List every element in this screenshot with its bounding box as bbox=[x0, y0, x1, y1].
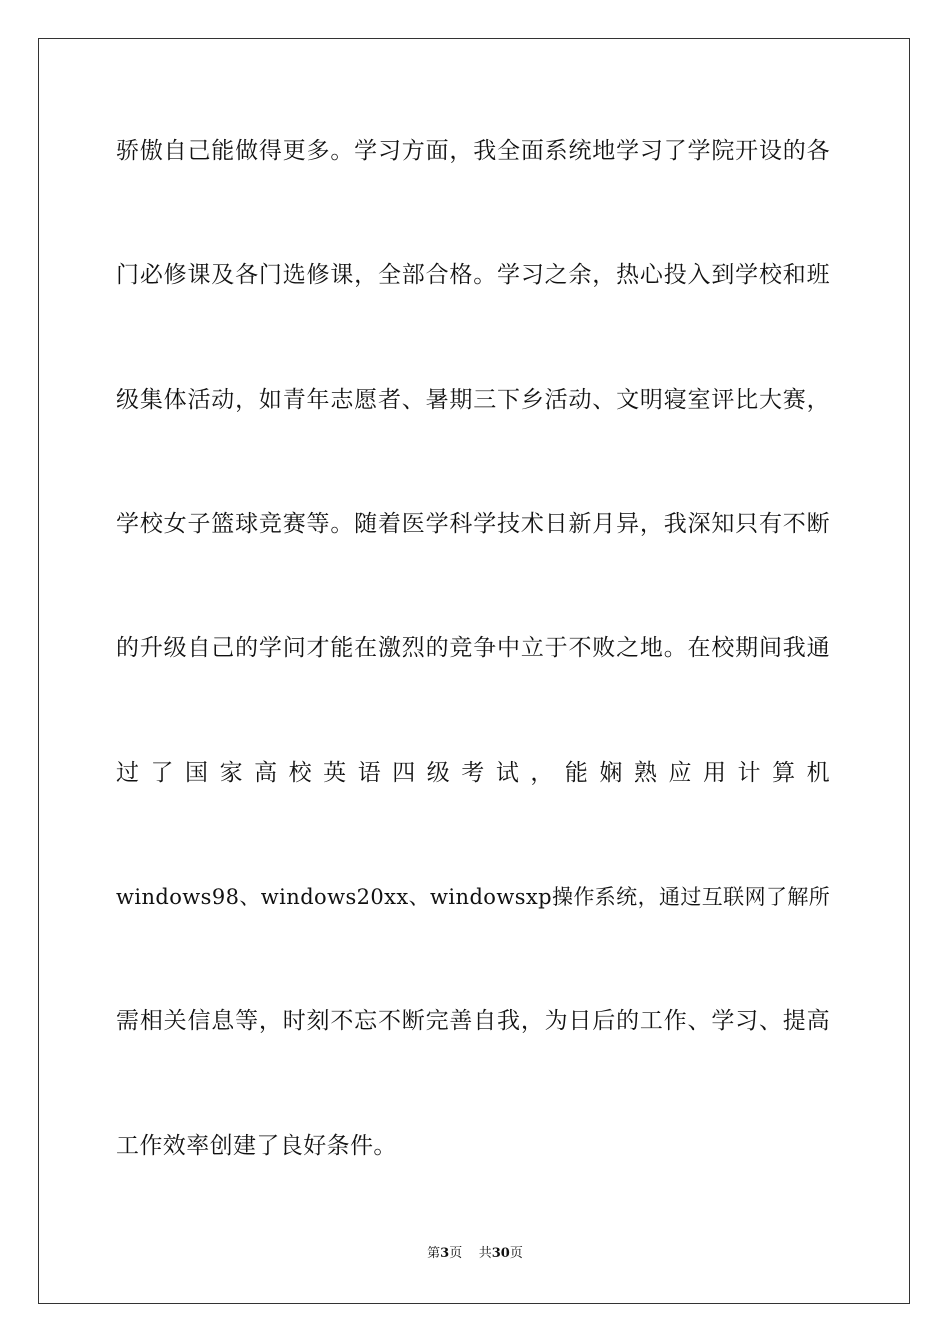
page-border bbox=[38, 38, 910, 1304]
page-prefix: 第 bbox=[427, 1246, 441, 1261]
page-footer bbox=[0, 1245, 950, 1263]
paragraph-line: 门必修课及各门选修课，全部合格。学习之余，热心投入到学校和班 bbox=[116, 262, 830, 288]
total-prefix: 共 bbox=[478, 1246, 492, 1261]
paragraph-line: 需相关信息等，时刻不忘不断完善自我，为日后的工作、学习、提高 bbox=[116, 1008, 830, 1034]
page-number: 3 bbox=[440, 1246, 450, 1261]
paragraph-line: 的升级自己的学问才能在激烈的竞争中立于不败之地。在校期间我通 bbox=[116, 635, 830, 661]
paragraph-line: 学校女子篮球竞赛等。随着医学科学技术日新月异，我深知只有不断 bbox=[116, 511, 830, 537]
page-suffix: 页 bbox=[449, 1246, 463, 1261]
total-suffix: 页 bbox=[509, 1246, 523, 1261]
paragraph-line: 骄傲自己能做得更多。学习方面，我全面系统地学习了学院开设的各 bbox=[116, 138, 830, 164]
paragraph-line: 过了国家高校英语四级考试，能娴熟应用计算机 bbox=[116, 760, 830, 786]
paragraph-line: windows98、windows20xx、windowsxp操作系统，通过互联网了解所 bbox=[116, 885, 831, 909]
total-pages: 30 bbox=[491, 1246, 510, 1261]
paragraph-line: 工作效率创建了良好条件。 bbox=[116, 1133, 397, 1159]
paragraph-line: 级集体活动，如青年志愿者、暑期三下乡活动、文明寝室评比大赛， bbox=[116, 387, 830, 413]
